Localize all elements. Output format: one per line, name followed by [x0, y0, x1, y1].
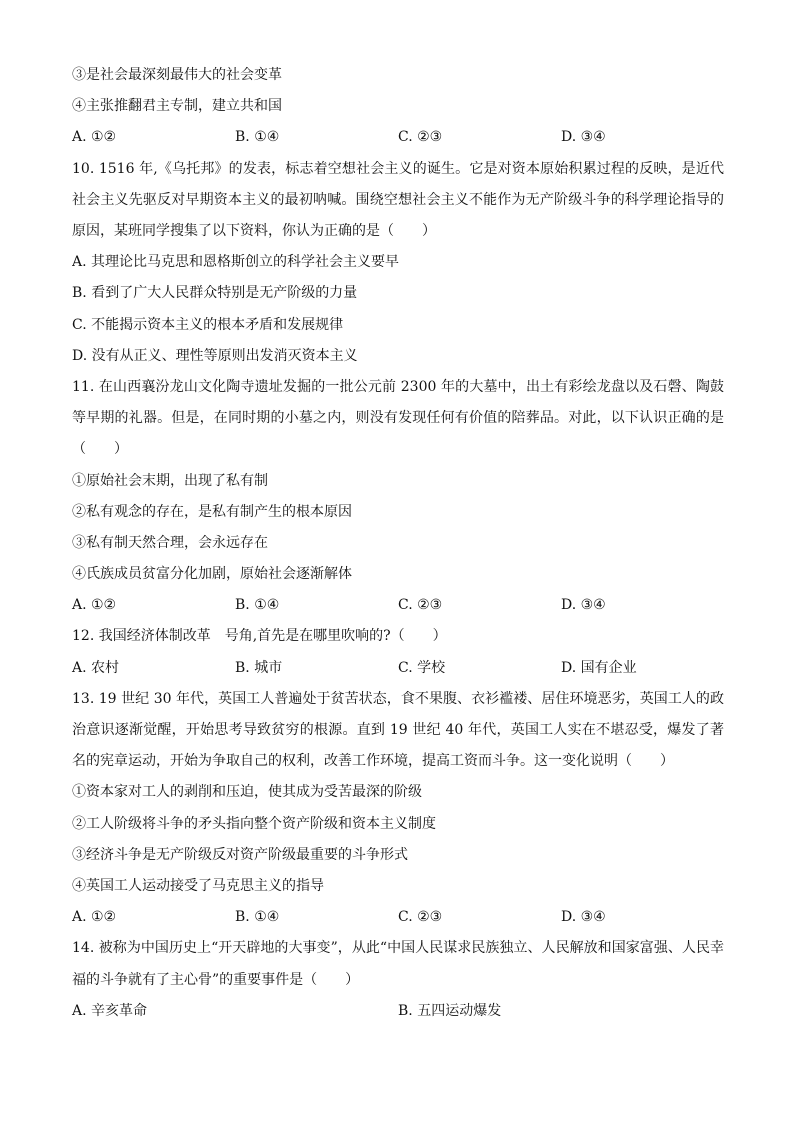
q10-option-c: C. 不能揭示资本主义的根本矛盾和发展规律	[72, 316, 344, 333]
exam-page	[72, 60, 724, 1027]
q11-stem: 11. 在山西襄汾龙山文化陶寺遗址发掘的一批公元前 2300 年的大墓中，出土有彩绘龙盘以及石磬、陶鼓等早期的礼器。但是，在同时期的小墓之内，则没有发现任何有价值的陪葬品。对此，以下认识正确的是（ ）	[72, 378, 724, 458]
q11-item-1: ①原始社会末期，出现了私有制	[72, 472, 268, 489]
q14-option-a: A. 辛亥革命	[72, 1002, 148, 1019]
q13-option-d: D. ③④	[561, 909, 606, 926]
q12-option-d: D. 国有企业	[561, 659, 637, 676]
q12-stem: 12. 我国经济体制改革 号角,首先是在哪里吹响的?（ ）	[72, 628, 447, 645]
q14-stem: 14. 被称为中国历史上“开天辟地的大事变”，从此“中国人民谋求民族独立、人民解放和国家富强、人民幸福的斗争就有了主心骨”的重要事件是（ ）	[72, 940, 724, 988]
q9-item-4: ④主张推翻君主专制，建立共和国	[72, 98, 282, 115]
q13-stem: 13. 19 世纪 30 年代，英国工人普遍处于贫苦状态，食不果腹、衣衫褴褛、居住环境恶劣，英国工人的政治意识逐渐觉醒，开始思考导致贫穷的根源。直到 19 世纪 40 年代，英国工人实在不堪忍受，爆发了著名的宪章运动，开始为争取自己的权利，改善工作环境，提高工资而斗争。这一变化说明（ ）	[72, 690, 724, 770]
q9-option-c: C. ②③	[398, 129, 443, 146]
q10-option-a: A. 其理论比马克思和恩格斯创立的科学社会主义要早	[72, 254, 400, 271]
q9-option-d: D. ③④	[561, 129, 606, 146]
q12-option-b: B. 城市	[235, 659, 283, 676]
q14-option-b: B. 五四运动爆发	[398, 1002, 502, 1019]
q13-option-a: A. ①②	[72, 909, 117, 926]
q10-option-d: D. 没有从正义、理性等原则出发消灭资本主义	[72, 347, 358, 364]
q9-item-3: ③是社会最深刻最伟大的社会变革	[72, 67, 282, 83]
q9-option-b: B. ①④	[235, 129, 280, 146]
q12-options	[72, 653, 724, 684]
q9-options	[72, 122, 724, 153]
q12-option-c: C. 学校	[398, 659, 446, 676]
q13-option-b: B. ①④	[235, 909, 280, 926]
q13-item-3: ③经济斗争是无产阶级反对资产阶级最重要的斗争形式	[72, 846, 408, 863]
q11-item-3: ③私有制天然合理，会永远存在	[72, 534, 268, 551]
q11-item-4: ④氏族成员贫富分化加剧，原始社会逐渐解体	[72, 566, 352, 583]
q11-option-a: A. ①②	[72, 597, 117, 614]
q13-item-1: ①资本家对工人的剥削和压迫，使其成为受苦最深的阶级	[72, 784, 422, 801]
q13-option-c: C. ②③	[398, 909, 443, 926]
q11-option-c: C. ②③	[398, 597, 443, 614]
q13-options	[72, 902, 724, 933]
q12-option-a: A. 农村	[72, 659, 120, 676]
q13-item-2: ②工人阶级将斗争的矛头指向整个资产阶级和资本主义制度	[72, 815, 436, 832]
q11-options	[72, 590, 724, 621]
q11-item-2: ②私有观念的存在，是私有制产生的根本原因	[72, 503, 352, 520]
q10-option-b: B. 看到了广大人民群众特别是无产阶级的力量	[72, 285, 358, 302]
q13-item-4: ④英国工人运动接受了马克思主义的指导	[72, 878, 324, 895]
q11-option-b: B. ①④	[235, 597, 280, 614]
q14-options	[72, 996, 724, 1027]
q10-stem: 10. 1516 年,《乌托邦》的发表，标志着空想社会主义的诞生。它是对资本原始积累过程的反映，是近代社会主义先驱反对早期资本主义的最初呐喊。围绕空想社会主义不能作为无产阶级斗争的科学理论指导的原因，某班同学搜集了以下资料，你认为正确的是（ ）	[72, 160, 724, 239]
q9-option-a: A. ①②	[72, 129, 117, 146]
q11-option-d: D. ③④	[561, 597, 606, 614]
